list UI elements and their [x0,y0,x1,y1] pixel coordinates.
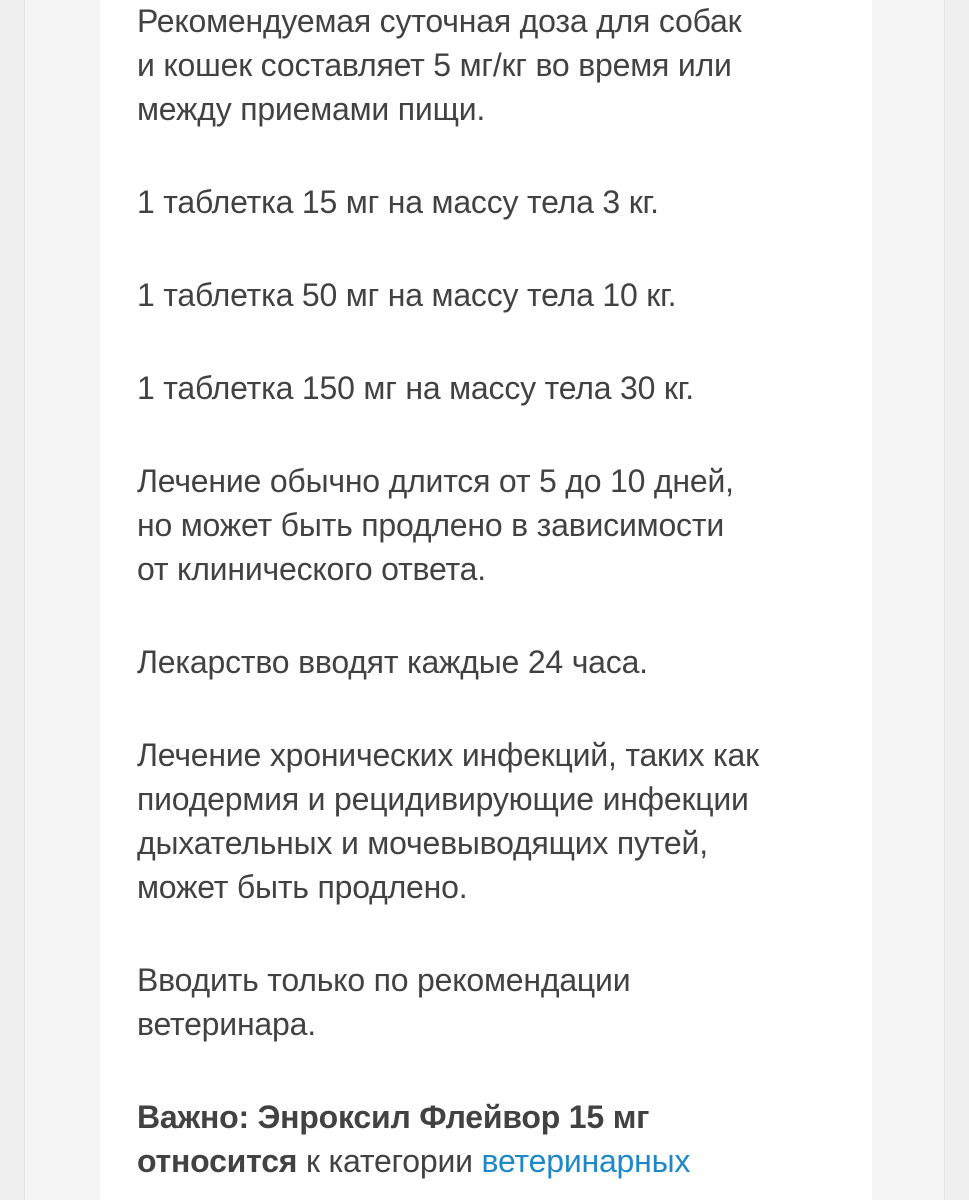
tablet-150mg-paragraph [137,366,857,410]
administration-paragraph [137,640,857,684]
text-line: и кошек составляет 5 мг/кг во время или [137,47,732,83]
text-line: пиодермия и рецидивирующие инфекции [137,781,749,817]
right-gutter [872,0,945,1200]
text-line: ветеринара. [137,1006,316,1042]
text-line: дыхательных и мочевыводящих путей, [137,825,708,861]
text-fragment: к категории [297,1143,482,1179]
left-gutter [24,0,100,1200]
text-line: 1 таблетка 50 мг на массу тела 10 кг. [137,277,677,313]
vet-recommendation-paragraph [137,958,857,1046]
dosage-paragraph [137,0,857,131]
chronic-infections-paragraph [137,733,857,909]
important-verb: относится [137,1143,298,1179]
text-line: Лекарство вводят каждые 24 часа. [137,644,648,680]
text-line: Лечение обычно длится от 5 до 10 дней, [137,463,734,499]
tablet-15mg-paragraph [137,180,857,224]
text-line: 1 таблетка 150 мг на массу тела 30 кг. [137,370,694,406]
tablet-50mg-paragraph [137,273,857,317]
text-line: Вводить только по рекомендации [137,962,631,998]
treatment-duration-paragraph [137,459,857,591]
text-line: между приемами пищи. [137,91,486,127]
article-body [137,0,857,1183]
veterinary-category-link[interactable]: ветеринарных [481,1143,691,1179]
text-line: 1 таблетка 15 мг на массу тела 3 кг. [137,184,659,220]
text-line: может быть продлено. [137,869,468,905]
important-label: Важно: Энроксил Флейвор 15 мг [137,1099,650,1135]
text-line: Рекомендуемая суточная доза для собак [137,3,742,39]
text-line: но может быть продлено в зависимости [137,507,724,543]
text-line: Лечение хронических инфекций, таких как [137,737,759,773]
important-paragraph [137,1095,857,1183]
text-line: от клинического ответа. [137,551,486,587]
